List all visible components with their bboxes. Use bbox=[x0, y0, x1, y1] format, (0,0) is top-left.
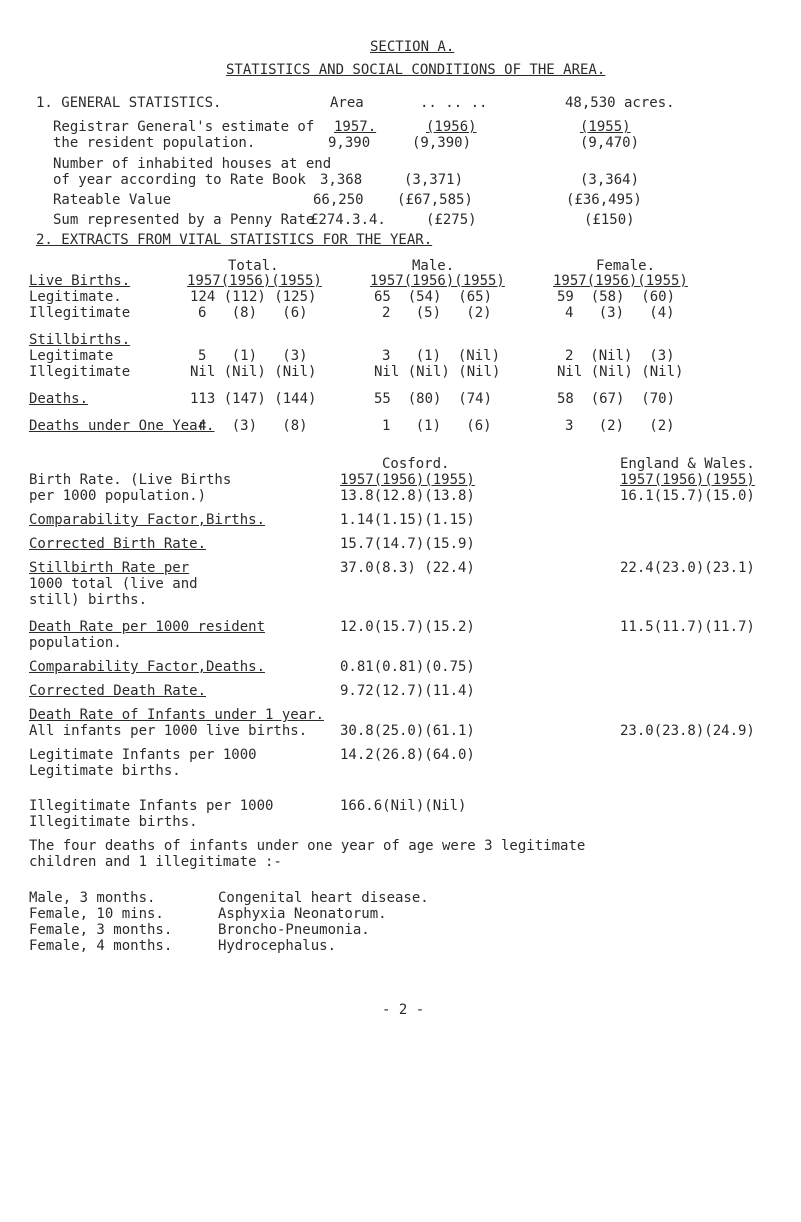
sb-legitimate-label: Legitimate bbox=[29, 348, 114, 364]
penny-rate-label: Sum represented by a Penny Rate bbox=[53, 212, 315, 228]
infant-deaths-intro-2: children and 1 illegitimate :- bbox=[29, 854, 282, 870]
page-number: - 2 - bbox=[382, 1002, 425, 1018]
sb-legit-male: 3 (1) (Nil) bbox=[382, 348, 501, 364]
illeg-infants-value: 166.6(Nil)(Nil) bbox=[340, 798, 467, 814]
corrected-death-rate-value: 9.72(12.7)(11.4) bbox=[340, 683, 475, 699]
stillbirth-rate-cosford: 37.0(8.3) (22.4) bbox=[340, 560, 475, 576]
corrected-birth-rate-value: 15.7(14.7)(15.9) bbox=[340, 536, 475, 552]
years-male: 1957(1956)(1955) bbox=[370, 273, 505, 289]
list-item-who: Female, 3 months. bbox=[29, 922, 173, 938]
vital-stats-heading: 2. EXTRACTS FROM VITAL STATISTICS FOR THE YEAR. bbox=[36, 232, 433, 248]
list-item-cause: Broncho-Pneumonia. bbox=[218, 922, 370, 938]
rateable-1956: (£67,585) bbox=[397, 192, 473, 208]
legit-male: 65 (54) (65) bbox=[374, 289, 493, 305]
deaths-male: 55 (80) (74) bbox=[374, 391, 493, 407]
infant-death-rate-label-2: All infants per 1000 live births. bbox=[29, 723, 308, 739]
legitimate-label: Legitimate. bbox=[29, 289, 122, 305]
rateable-1957: 66,250 bbox=[313, 192, 364, 208]
page-title: STATISTICS AND SOCIAL CONDITIONS OF THE AREA. bbox=[226, 62, 606, 78]
list-item-who: Female, 10 mins. bbox=[29, 906, 164, 922]
infant-death-rate-label: Death Rate of Infants under 1 year. bbox=[29, 707, 325, 723]
legit-infants-label: Legitimate Infants per 1000 bbox=[29, 747, 257, 763]
death-rate-label-2: population. bbox=[29, 635, 122, 651]
legit-infants-label-2: Legitimate births. bbox=[29, 763, 181, 779]
sb-illeg-female: Nil (Nil) (Nil) bbox=[557, 364, 684, 380]
population-1956: (9,390) bbox=[412, 135, 472, 151]
birth-rate-england: 16.1(15.7)(15.0) bbox=[620, 488, 755, 504]
leader-dots: .. .. .. bbox=[420, 95, 488, 111]
infant-deaths-intro: The four deaths of infants under one year of age were 3 legitimate bbox=[29, 838, 586, 854]
legit-total: 124 (112) (125) bbox=[190, 289, 317, 305]
houses-1955: (3,364) bbox=[580, 172, 640, 188]
illeg-total: 6 (8) (6) bbox=[198, 305, 308, 321]
penny-1956: (£275) bbox=[426, 212, 477, 228]
death-rate-england: 11.5(11.7)(11.7) bbox=[620, 619, 755, 635]
legit-female: 59 (58) (60) bbox=[557, 289, 676, 305]
year-1956: (1956) bbox=[426, 119, 477, 135]
area-value: 48,530 acres. bbox=[565, 95, 675, 111]
population-label: Registrar General's estimate of bbox=[53, 119, 315, 135]
deaths-total: 113 (147) (144) bbox=[190, 391, 317, 407]
population-1955: (9,470) bbox=[580, 135, 640, 151]
list-item-cause: Congenital heart disease. bbox=[218, 890, 429, 906]
list-item-who: Female, 4 months. bbox=[29, 938, 173, 954]
year-1955: (1955) bbox=[580, 119, 631, 135]
death-rate-label: Death Rate per 1000 resident bbox=[29, 619, 266, 635]
general-stats-heading: 1. GENERAL STATISTICS. bbox=[36, 95, 222, 111]
birth-rate-label: Birth Rate. (Live Births bbox=[29, 472, 232, 488]
houses-label-2: of year according to Rate Book bbox=[53, 172, 306, 188]
stillbirths-heading: Stillbirths. bbox=[29, 332, 131, 348]
houses-label: Number of inhabited houses at end bbox=[53, 156, 332, 172]
england-years: 1957(1956)(1955) bbox=[620, 472, 755, 488]
rateable-label: Rateable Value bbox=[53, 192, 172, 208]
stillbirth-rate-label: Stillbirth Rate per bbox=[29, 560, 190, 576]
population-label-2: the resident population. bbox=[53, 135, 256, 151]
stillbirth-rate-label-3: still) births. bbox=[29, 592, 148, 608]
under-total: 4 (3) (8) bbox=[198, 418, 308, 434]
houses-1956: (3,371) bbox=[404, 172, 464, 188]
cosford-years: 1957(1956)(1955) bbox=[340, 472, 475, 488]
section-heading: SECTION A. bbox=[370, 39, 455, 55]
col-england-wales: England & Wales. bbox=[620, 456, 755, 472]
illeg-male: 2 (5) (2) bbox=[382, 305, 492, 321]
list-item-cause: Hydrocephalus. bbox=[218, 938, 337, 954]
population-1957: 9,390 bbox=[328, 135, 371, 151]
sb-legit-total: 5 (1) (3) bbox=[198, 348, 308, 364]
sb-legit-female: 2 (Nil) (3) bbox=[565, 348, 675, 364]
comp-factor-deaths-label: Comparability Factor,Deaths. bbox=[29, 659, 266, 675]
sb-illeg-male: Nil (Nil) (Nil) bbox=[374, 364, 501, 380]
comp-factor-births-label: Comparability Factor,Births. bbox=[29, 512, 266, 528]
illeg-infants-label-2: Illegitimate births. bbox=[29, 814, 198, 830]
legit-infants-value: 14.2(26.8)(64.0) bbox=[340, 747, 475, 763]
list-item-cause: Asphyxia Neonatorum. bbox=[218, 906, 387, 922]
deaths-under-one-label: Deaths under One Year. bbox=[29, 418, 215, 434]
deaths-label: Deaths. bbox=[29, 391, 89, 407]
corrected-birth-rate-label: Corrected Birth Rate. bbox=[29, 536, 207, 552]
infant-death-rate-cosford: 30.8(25.0)(61.1) bbox=[340, 723, 475, 739]
illeg-infants-label: Illegitimate Infants per 1000 bbox=[29, 798, 274, 814]
col-female: Female. bbox=[596, 258, 656, 274]
col-male: Male. bbox=[412, 258, 455, 274]
corrected-death-rate-label: Corrected Death Rate. bbox=[29, 683, 207, 699]
penny-1957: £274.3.4. bbox=[310, 212, 386, 228]
col-cosford: Cosford. bbox=[382, 456, 450, 472]
years-female: 1957(1956)(1955) bbox=[553, 273, 688, 289]
birth-rate-cosford: 13.8(12.8)(13.8) bbox=[340, 488, 475, 504]
sb-illeg-total: Nil (Nil) (Nil) bbox=[190, 364, 317, 380]
deaths-female: 58 (67) (70) bbox=[557, 391, 676, 407]
stillbirth-rate-label-2: 1000 total (live and bbox=[29, 576, 198, 592]
comp-factor-deaths-value: 0.81(0.81)(0.75) bbox=[340, 659, 475, 675]
death-rate-cosford: 12.0(15.7)(15.2) bbox=[340, 619, 475, 635]
houses-1957: 3,368 bbox=[320, 172, 363, 188]
under-female: 3 (2) (2) bbox=[565, 418, 675, 434]
live-births-heading: Live Births. bbox=[29, 273, 131, 289]
comp-factor-births-value: 1.14(1.15)(1.15) bbox=[340, 512, 475, 528]
col-total: Total. bbox=[228, 258, 279, 274]
list-item-who: Male, 3 months. bbox=[29, 890, 156, 906]
year-1957: 1957. bbox=[334, 119, 377, 135]
infant-death-rate-england: 23.0(23.8)(24.9) bbox=[620, 723, 755, 739]
area-label: Area bbox=[330, 95, 364, 111]
illegitimate-label: Illegitimate bbox=[29, 305, 131, 321]
rateable-1955: (£36,495) bbox=[566, 192, 642, 208]
penny-1955: (£150) bbox=[584, 212, 635, 228]
stillbirth-rate-england: 22.4(23.0)(23.1) bbox=[620, 560, 755, 576]
illeg-female: 4 (3) (4) bbox=[565, 305, 675, 321]
birth-rate-label-2: per 1000 population.) bbox=[29, 488, 207, 504]
under-male: 1 (1) (6) bbox=[382, 418, 492, 434]
sb-illegitimate-label: Illegitimate bbox=[29, 364, 131, 380]
years-total: 1957(1956)(1955) bbox=[187, 273, 322, 289]
